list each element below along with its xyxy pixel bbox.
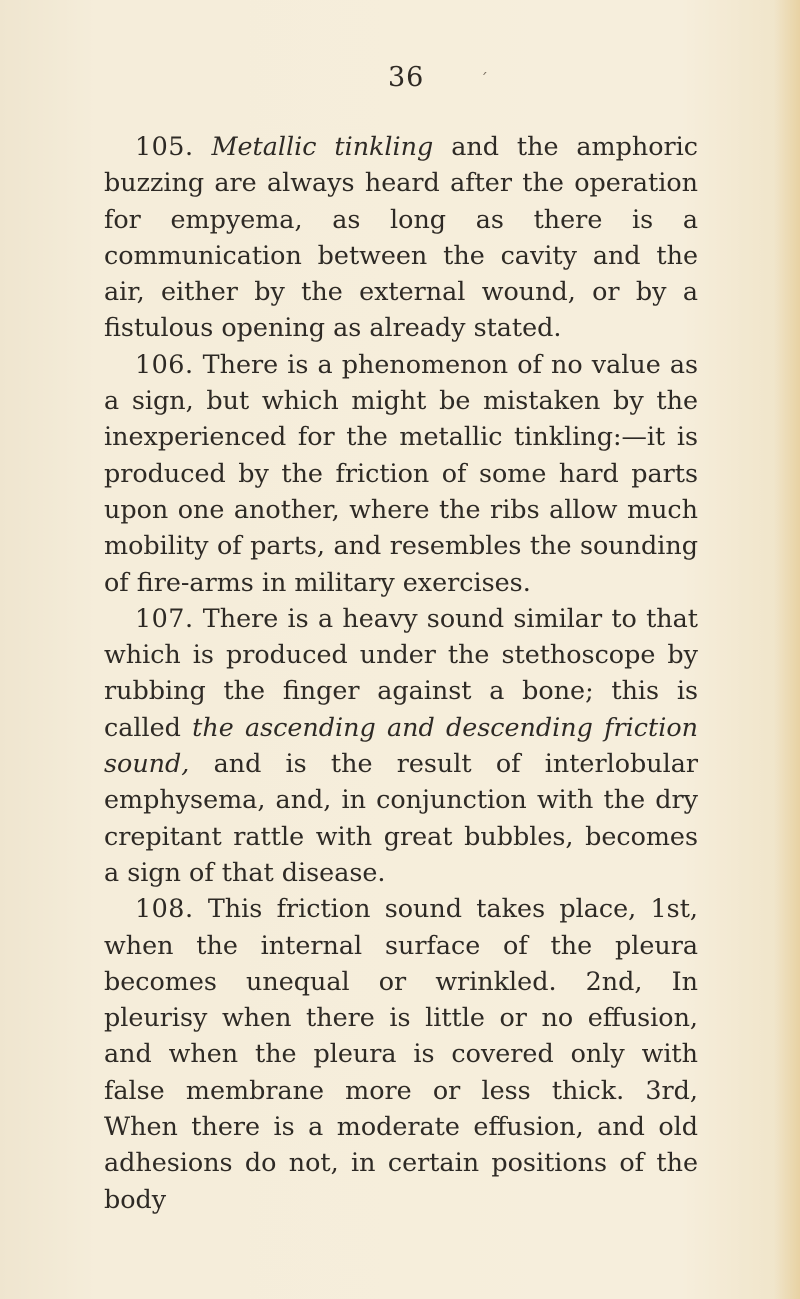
paragraph-105 bbox=[104, 128, 698, 346]
paragraph-text: This friction sound takes place, 1st, when the internal surface of the pleura becomes unequal or wrinkled. 2nd, In pleurisy when there is little or no effusion, and when the pleura is covered only with false membrane more or less thick. 3rd, When there is a moderate effusion, and old adhesions do not, in certain positions of the body bbox=[104, 893, 698, 1214]
page-number: 36 bbox=[388, 62, 425, 93]
paragraph-107 bbox=[104, 600, 698, 890]
page-edge-stain bbox=[774, 0, 800, 1299]
paragraph-text-continued: and is the result of interlobular emphysema, and, in conjunction with the dry crepitant rattle with great bubbles, becomes a sign of that disease. bbox=[104, 748, 698, 887]
body-text bbox=[104, 128, 698, 1217]
paragraph-text: There is a heavy sound similar to that which is produced under the stethoscope by rubbing the finger against a bone; this is called bbox=[104, 602, 698, 742]
paragraph-106 bbox=[104, 346, 698, 600]
paragraph-108 bbox=[104, 890, 698, 1217]
italic-term: Metallic tinkling bbox=[211, 131, 434, 161]
italic-term: the ascending and descending friction sound, bbox=[104, 711, 698, 779]
paragraph-text: There is a phenomenon of no value as a sign, but which might be mistaken by the inexperienced for the metallic tinkling:—it is produced by the friction of some hard parts upon one another, where the ribs allow much mobility of parts, and resembles the sounding of fire-arms in military exercises. bbox=[104, 348, 698, 597]
stray-mark: ´ bbox=[480, 70, 488, 89]
paragraph-text: and the amphoric buzzing are always heard after the operation for empyema, as long as there is a communication between the cavity and the air, either by the external wound, or by a fistulous opening as already stated. bbox=[104, 131, 698, 343]
paragraph-number: 105. bbox=[135, 131, 194, 161]
paragraph-number: 108. bbox=[135, 893, 194, 924]
paragraph-number: 107. bbox=[135, 602, 194, 633]
paragraph-number: 106. bbox=[135, 348, 194, 379]
